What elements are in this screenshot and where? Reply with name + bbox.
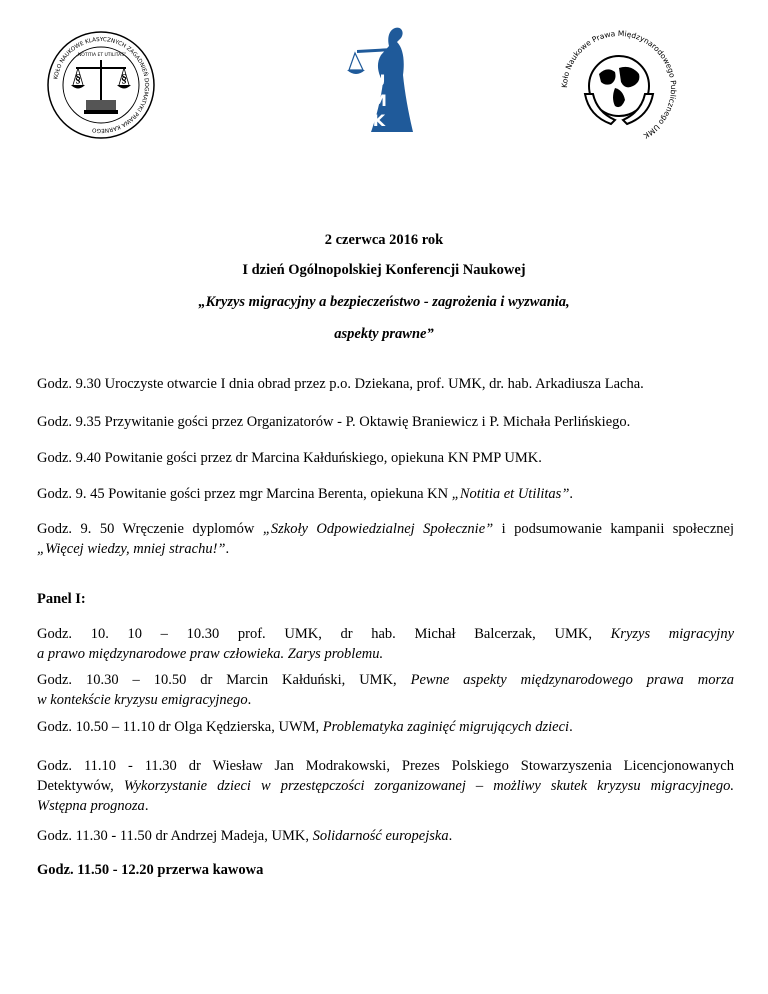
- conference-title-line1: „Kryzys migracyjny a bezpieczeństwo - zagrożenia i wyzwania,: [198, 294, 570, 310]
- event-date: 2 czerwca 2016 rok: [324, 232, 444, 248]
- logo-right-ring-text: Koło Naukowe Prawa Międzynarodowego Publicznego UMK: [559, 28, 679, 141]
- panel-item-1030: Godz. 10.30 – 10.50 dr Marcin Kałduński, UMK, Pewne aspekty międzynarodowego prawa morza w kontekście kryzysu emigracyjnego.: [37, 672, 734, 708]
- scales-of-justice-icon: [71, 60, 131, 114]
- schedule-item-0940: Godz. 9.40 Powitanie gości przez dr Marcina Kałduńskiego, opiekuna KN PMP UMK.: [37, 450, 542, 466]
- globe-in-hands-icon: [585, 56, 653, 124]
- panel-item-1110: Godz. 11.10 - 11.30 dr Wiesław Jan Modrakowski, Prezes Polskiego Stowarzyszenia Licencjonowanych Detektywów, Wykorzystanie dzieci w przestępczości zorganizowanej – możliwy skutek kryzysu migracyjnego. Wstępna prognoza.: [37, 758, 734, 814]
- svg-text:K: K: [372, 111, 386, 130]
- svg-text:U: U: [372, 71, 386, 90]
- svg-text:M: M: [371, 91, 387, 110]
- svg-text:§: §: [75, 71, 81, 85]
- panel-item-1130: Godz. 11.30 - 11.50 dr Andrzej Madeja, UMK, Solidarność europejska.: [37, 828, 453, 844]
- event-day-title: I dzień Ogólnopolskiej Konferencji Naukowej: [242, 262, 526, 278]
- schedule-item-0950: Godz. 9. 50 Wręczenie dyplomów „Szkoły Odpowiedzialnej Społecznie” i podsumowanie kampanii społecznej „Więcej wiedzy, mniej strachu!”.: [37, 521, 734, 557]
- schedule-item-0935: Godz. 9.35 Przywitanie gości przez Organizatorów - P. Oktawię Braniewicz i P. Michała Perlińskiego.: [37, 414, 631, 430]
- logo-left-motto: „NOTITIA ET UTILITAS”: [75, 53, 127, 58]
- conference-title-line2: aspekty prawne”: [334, 326, 434, 342]
- logo-umk: [335, 20, 425, 135]
- schedule-item-0930: Godz. 9.30 Uroczyste otwarcie I dnia obrad przez p.o. Dziekana, prof. UMK, dr. hab. Arkadiusza Lacha.: [37, 376, 644, 392]
- panel-title: Panel I:: [37, 591, 86, 607]
- schedule-item-0945: Godz. 9. 45 Powitanie gości przez mgr Marcina Berenta, opiekuna KN „Notitia et Utilitas”.: [37, 486, 574, 502]
- panel-item-1050: Godz. 10.50 – 11.10 dr Olga Kędzierska, UWM, Problematyka zaginięć migrujących dzieci.: [37, 719, 573, 735]
- logo-left-ring-text: KOŁO NAUKOWE KLASYCZNYCH ZAGADNIEŃ DOGMATYKI PRAWA KARNEGO: [53, 36, 150, 134]
- svg-text:§: §: [121, 71, 127, 85]
- coffee-break: Godz. 11.50 - 12.20 przerwa kawowa: [37, 862, 264, 878]
- logo-notitia-et-utilitas: [46, 30, 156, 140]
- logo-header: [0, 0, 768, 150]
- logo-kn-pmp-umk: [555, 24, 683, 152]
- panel-item-1010: Godz. 10. 10 – 10.30 prof. UMK, dr hab. Michał Balcerzak, UMK, Kryzys migracyjny a prawo międzynarodowe praw człowieka. Zarys problemu.: [37, 626, 735, 662]
